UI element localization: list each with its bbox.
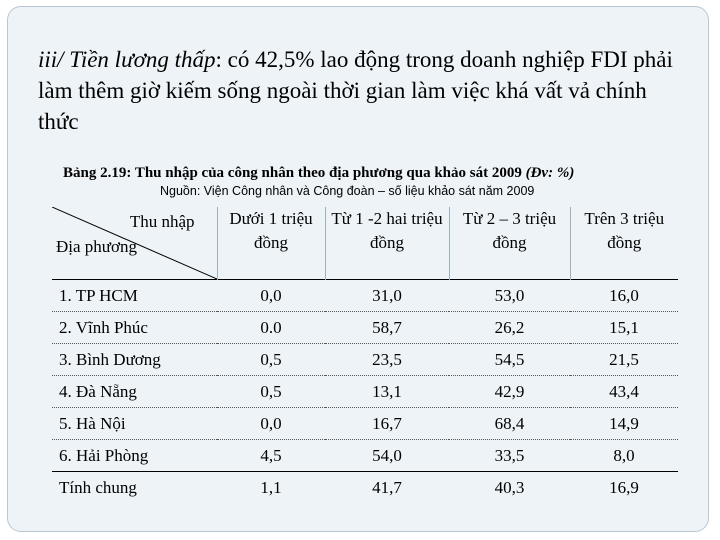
- table-cell: 0.0: [217, 312, 325, 344]
- heading-text: : có 42,5% lao động trong doanh nghiệp FDI phải làm thêm giờ kiếm sống ngoài thời gian làm việc khá vất vả chính thức: [38, 47, 673, 134]
- table-cell: 54,5: [449, 344, 570, 376]
- income-table: [52, 207, 678, 503]
- corner-top-label: Thu nhập: [129, 212, 195, 231]
- table-cell: 0,0: [217, 280, 325, 312]
- table-cell: 26,2: [449, 312, 570, 344]
- column-header: Dưới 1 triệu đồng: [217, 207, 325, 280]
- table-cell: 13,1: [325, 376, 449, 408]
- caption-text: Bảng 2.19: Thu nhập của công nhân theo địa phương qua khảo sát 2009: [63, 165, 526, 181]
- table-cell: 43,4: [570, 376, 678, 408]
- caption-unit: (Đv: %): [525, 165, 575, 181]
- table-cell: 53,0: [449, 280, 570, 312]
- table-cell: 1,1: [260, 477, 282, 497]
- column-header: Từ 2 – 3 triệu đồng: [449, 207, 570, 280]
- header-row: [52, 207, 678, 280]
- total-row: [52, 472, 678, 504]
- row-label: 1. TP HCM: [52, 280, 217, 312]
- source-note: Nguồn: Viện Công nhân và Công đoàn – số liệu khảo sát năm 2009: [160, 184, 535, 198]
- table-cell: 42,9: [449, 376, 570, 408]
- table-cell: 16,9: [609, 477, 639, 497]
- table-row: [52, 440, 678, 472]
- corner-header: [52, 207, 217, 280]
- table-cell: 54,0: [325, 440, 449, 472]
- table-cell: 15,1: [570, 312, 678, 344]
- table-caption: [63, 165, 703, 182]
- table-cell: 41,7: [372, 477, 402, 497]
- table-row: [52, 376, 678, 408]
- table-cell: 58,7: [325, 312, 449, 344]
- table-cell: 21,5: [570, 344, 678, 376]
- table-row: [52, 280, 678, 312]
- row-label: 3. Bình Dương: [52, 344, 217, 376]
- corner-bottom-label: Địa phương: [56, 237, 137, 256]
- table-cell: 0,5: [217, 344, 325, 376]
- heading-lead: iii/ Tiền lương thấp: [38, 47, 216, 72]
- column-header: Từ 1 -2 hai triệu đồng: [325, 207, 449, 280]
- row-label: 5. Hà Nội: [52, 408, 217, 440]
- column-header: Trên 3 triệu đồng: [570, 207, 678, 280]
- table-cell: 4,5: [217, 440, 325, 472]
- table-row: [52, 344, 678, 376]
- row-label: Tính chung: [59, 477, 137, 497]
- table-cell: 40,3: [494, 477, 525, 497]
- table-cell: 23,5: [325, 344, 449, 376]
- table-row: [52, 312, 678, 344]
- table-cell: 16,0: [570, 280, 678, 312]
- table-cell: 0,0: [217, 408, 325, 440]
- row-label: 4. Đà Nẵng: [52, 376, 217, 408]
- table-row: [52, 408, 678, 440]
- row-label: 2. Vĩnh Phúc: [52, 312, 217, 344]
- table-cell: 33,5: [449, 440, 570, 472]
- table-cell: 68,4: [449, 408, 570, 440]
- slide-heading: [38, 44, 688, 137]
- table-cell: 0,5: [217, 376, 325, 408]
- row-label: 6. Hải Phòng: [52, 440, 217, 472]
- table-cell: 14,9: [570, 408, 678, 440]
- table-cell: 16,7: [325, 408, 449, 440]
- table-cell: 31,0: [325, 280, 449, 312]
- table-cell: 8,0: [570, 440, 678, 472]
